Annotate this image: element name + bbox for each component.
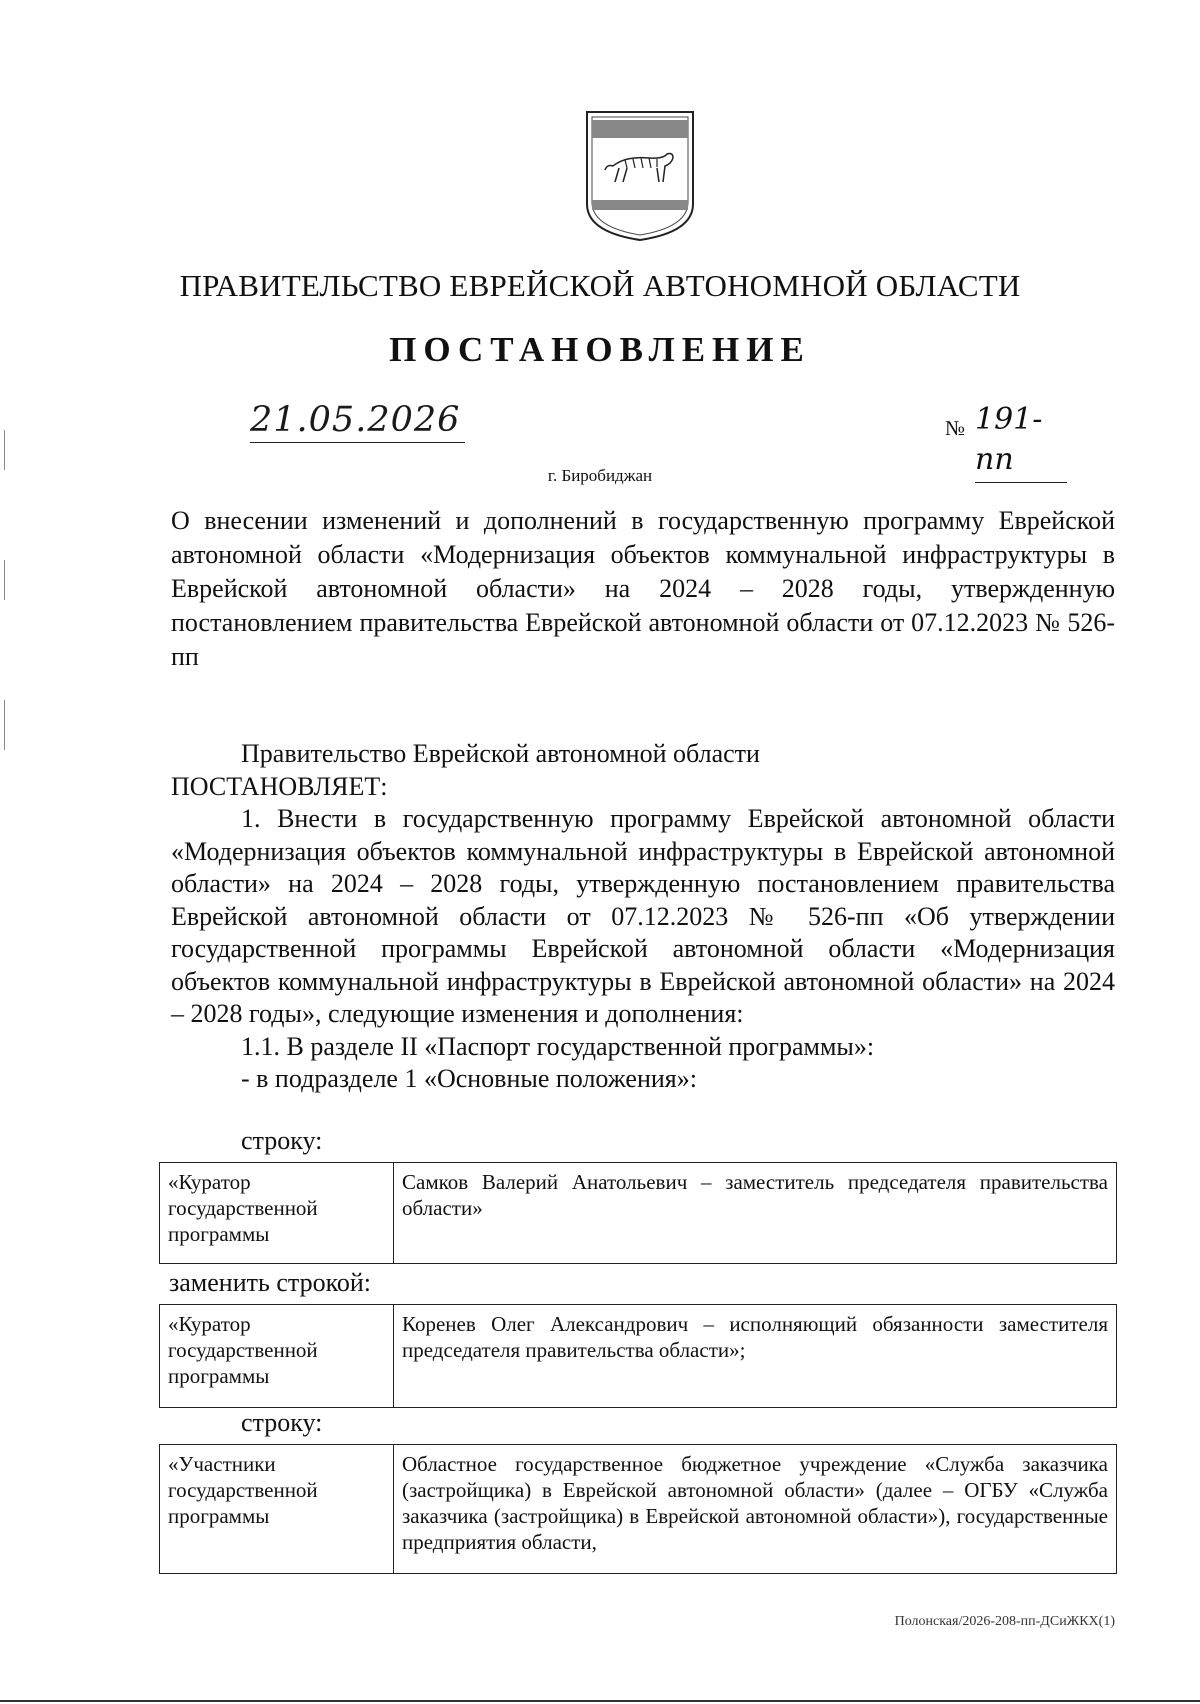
coat-of-arms-emblem bbox=[583, 108, 697, 244]
resolves-line: ПОСТАНОВЛЯЕТ: bbox=[171, 771, 388, 801]
table-row bbox=[159, 1162, 1117, 1264]
label-replace: заменить строкой: bbox=[169, 1268, 372, 1297]
table-cell-right: Коренев Олег Александрович – исполняющий обязанности заместителя председателя правительства области»; bbox=[402, 1312, 1108, 1362]
city-line: г. Биробиджан bbox=[547, 466, 653, 485]
document-subject: О внесении изменений и дополнений в государственную программу Еврейской автономной области «Модернизация объектов коммунальной инфраструктуры в Еврейской автономной области» на 2024 – 2028 годы, утвержденную постановлением правительства Еврейской автономной области от 07.12.2023 № 526-пп bbox=[171, 506, 1115, 671]
subsection-line: - в подразделе 1 «Основные положения»: bbox=[241, 1064, 697, 1093]
item-1-paragraph: 1. Внести в государственную программу Еврейской автономной области «Модернизация объектов коммунальной инфраструктуры в Еврейской автономной области» на 2024 – 2028 годы, утвержденную постановлением правительства Еврейской автономной области от 07.12.2023 № 526-пп «Об утверждении государственной программы Еврейской автономной области «Модернизация объектов коммунальной инфраструктуры в Еврейской автономной области» на 2024 – 2028 годы», следующие изменения и дополнения: bbox=[171, 804, 1115, 1028]
issuer-line: Правительство Еврейской автономной области bbox=[241, 739, 760, 768]
item-1-1-paragraph: 1.1. В разделе II «Паспорт государственной программы»: bbox=[241, 1031, 875, 1061]
scan-artifact bbox=[4, 700, 5, 750]
table-cell-left: «Куратор государственной программы bbox=[160, 1305, 394, 1407]
scan-artifact bbox=[4, 560, 5, 600]
scan-artifact bbox=[4, 430, 5, 470]
table-row bbox=[159, 1304, 1117, 1408]
document-type-title: ПОСТАНОВЛЕНИЕ bbox=[389, 330, 811, 369]
organization-title: ПРАВИТЕЛЬСТВО ЕВРЕЙСКОЙ АВТОНОМНОЙ ОБЛАСТИ bbox=[179, 268, 1021, 303]
number-label: № bbox=[945, 416, 966, 440]
footer-reference: Полонская/2026-208-пп-ДСиЖКХ(1) bbox=[894, 1614, 1115, 1629]
label-row-2: строку: bbox=[241, 1408, 323, 1437]
table-row bbox=[159, 1444, 1117, 1574]
label-row-1: строку: bbox=[241, 1126, 323, 1155]
handwritten-date: 21.05.2026 bbox=[250, 400, 465, 443]
table-cell-right: Областное государственное бюджетное учреждение «Служба заказчика (застройщика) в Еврейской автономной области» (далее – ОГБУ «Служба заказчика (застройщика) в Еврейской автономной области»), государственные предприятия области, bbox=[402, 1452, 1108, 1554]
table-cell-right: Самков Валерий Анатольевич – заместитель председателя правительства области» bbox=[402, 1170, 1108, 1220]
handwritten-number: 191-пп bbox=[975, 400, 1067, 483]
document-body bbox=[171, 738, 1115, 1096]
table-cell-left: «Участники государственной программы bbox=[160, 1445, 394, 1573]
table-cell-left: «Куратор государственной программы bbox=[160, 1163, 394, 1263]
page-bottom-edge bbox=[0, 1700, 1200, 1702]
